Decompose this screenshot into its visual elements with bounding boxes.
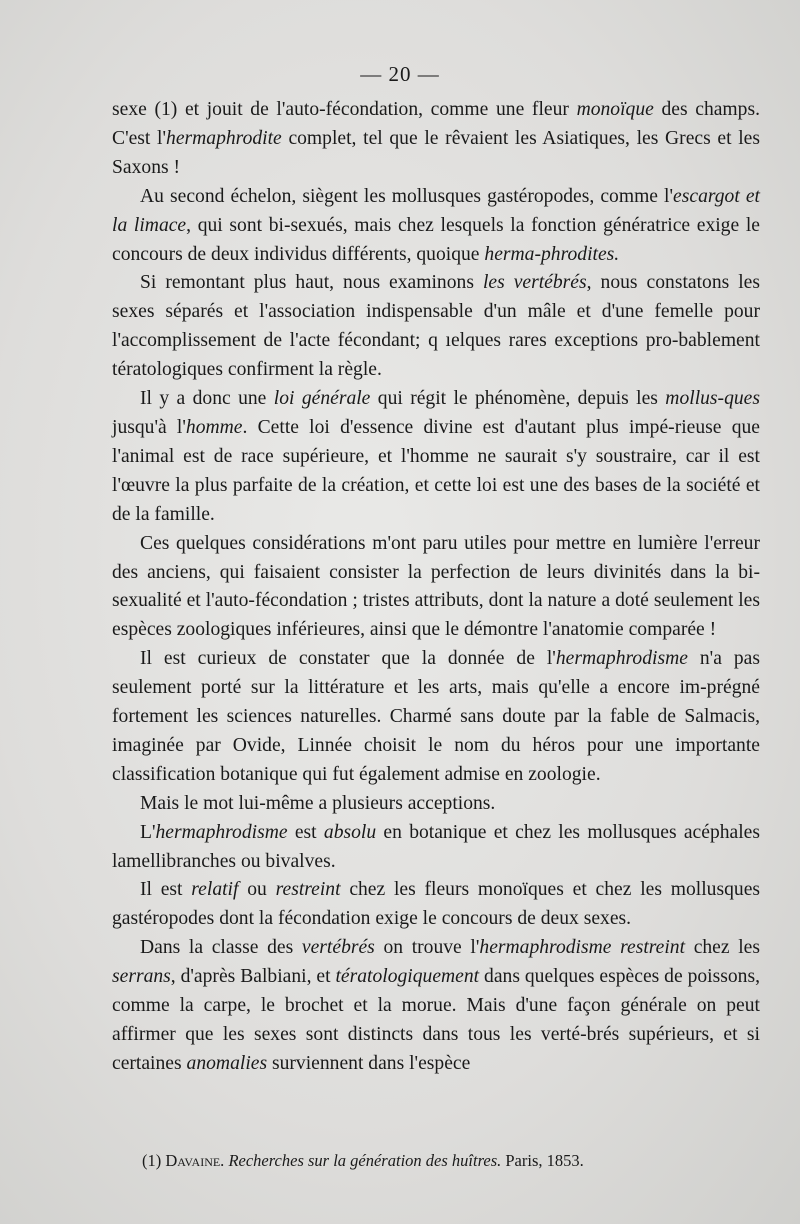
footnote xyxy=(142,1150,742,1172)
text-run: Dans la classe des xyxy=(140,937,302,959)
footnote-author: Davaine. xyxy=(165,1151,225,1170)
text-run: , qui sont bi-sexués, mais chez lesquels la fonction génératrice exige le concours de deux individus différents, quoique xyxy=(112,214,760,265)
paragraph xyxy=(112,934,760,1079)
italic-text: hermaphrodite xyxy=(166,127,282,149)
footnote-rest: Paris, 1853. xyxy=(501,1151,584,1170)
text-run: Mais le mot lui-même a plusieurs acceptions. xyxy=(140,792,496,814)
footnote-marker: (1) xyxy=(142,1151,166,1170)
text-run: jusqu'à l' xyxy=(112,416,186,438)
italic-text: mollus-ques xyxy=(665,388,760,410)
text-run: Au second échelon, siègent les mollusques gastéropodes, comme l' xyxy=(140,185,674,207)
italic-text: homme xyxy=(185,416,243,438)
text-run: surviennent dans l'espèce xyxy=(267,1052,471,1074)
italic-text: hermaphrodisme xyxy=(555,648,688,670)
text-run: Il y a donc une xyxy=(140,388,274,410)
italic-text: hermaphrodisme xyxy=(155,821,288,843)
italic-text: serrans xyxy=(112,966,171,988)
italic-text: vertébrés xyxy=(301,937,375,959)
italic-text: monoïque xyxy=(576,99,654,120)
text-run: dans quelques espèces de poissons, comme la carpe, le brochet et la morue. Mais d'une façon générale on peut affirmer que les sexes sont distincts dans tous les verté-brés supérieurs, et si certaines xyxy=(112,966,760,1074)
paragraph xyxy=(112,385,760,530)
paragraph xyxy=(112,819,760,877)
footnote-title: Recherches sur la génération des huîtres. xyxy=(228,1151,502,1170)
italic-text: relatif xyxy=(191,879,239,901)
italic-text: tératologiquement xyxy=(335,966,480,988)
paragraph xyxy=(112,96,760,183)
italic-text: loi générale xyxy=(273,388,371,410)
text-run: , nous constatons les sexes séparés et l'association indispensable d'un mâle et d'une femelle pour l'accomplissement de l'acte fécondant; q ıelques rares exceptions pro-bablement tératologiques confirment la règle. xyxy=(112,272,761,381)
paragraph xyxy=(112,530,760,646)
text-run: complet, tel que le rêvaient les Asiatiques, les Grecs et les Saxons ! xyxy=(112,127,760,178)
text-run: Ces quelques considérations m'ont paru utiles pour mettre en lumière l'erreur des anciens, qui faisaient consister la perfection de leurs divinités dans la bi-sexualité et l'auto-fécondation ; tristes attributs, dont la nature a doté seulement les espèces zoologiques inférieures, ainsi que le démontre l'anatomie comparée ! xyxy=(112,532,760,641)
text-run: n'a pas seulement porté sur la littérature et les arts, mais qu'elle a encore im-prégné fortement les sciences naturelles. Charmé sans doute par la fable de Salmacis, imaginée par Ovide, Linnée choisit le nom du héros pour une importante classification botanique qui fut également admise en zoologie. xyxy=(112,648,760,785)
italic-text: absolu xyxy=(323,821,377,843)
italic-text: restreint xyxy=(275,879,341,901)
text-run: Il est xyxy=(140,879,192,901)
text-run: chez les xyxy=(685,937,760,959)
italic-text: escargot et la limace xyxy=(112,185,760,236)
text-run: on trouve l' xyxy=(374,937,480,959)
text-run: L' xyxy=(140,821,156,843)
text-run: en botanique et chez les mollusques acéphales lamellibranches ou bivalves. xyxy=(112,821,761,872)
italic-text: herma-phrodites. xyxy=(484,243,620,265)
text-run: est xyxy=(287,821,324,843)
text-run: Si remontant plus haut, nous examinons xyxy=(140,272,483,294)
italic-text: hermaphrodisme restreint xyxy=(479,937,686,959)
paragraph xyxy=(112,876,760,934)
italic-text: anomalies xyxy=(186,1052,268,1074)
text-run: , d'après Balbiani, et xyxy=(170,966,336,988)
italic-text: les vertébrés xyxy=(482,272,587,294)
body-text xyxy=(112,96,760,1079)
page-number: — 20 — xyxy=(360,62,440,86)
paragraph xyxy=(112,269,760,385)
paragraph xyxy=(112,645,760,790)
text-run: chez les fleurs monoïques et chez les mollusques gastéropodes dont la fécondation exige le concours de deux sexes. xyxy=(112,879,761,930)
paragraph xyxy=(112,790,760,819)
text-run: . Cette loi d'essence divine est d'autant plus impé-rieuse que l'animal est de race supérieure, et l'homme ne saurait s'y soustraire, car il est l'œuvre la plus parfaite de la création, et cette loi est une des bases de la société et de la famille. xyxy=(112,416,760,525)
text-run: qui régit le phénomène, depuis les xyxy=(370,388,666,410)
text-run: des champs. C'est l' xyxy=(112,99,760,149)
text-run: ou xyxy=(238,879,276,901)
text-run: sexe (1) et jouit de l'auto-fécondation, comme une fleur xyxy=(112,99,577,120)
text-run: Il est curieux de constater que la donnée de l' xyxy=(140,648,556,670)
paragraph xyxy=(112,183,760,270)
